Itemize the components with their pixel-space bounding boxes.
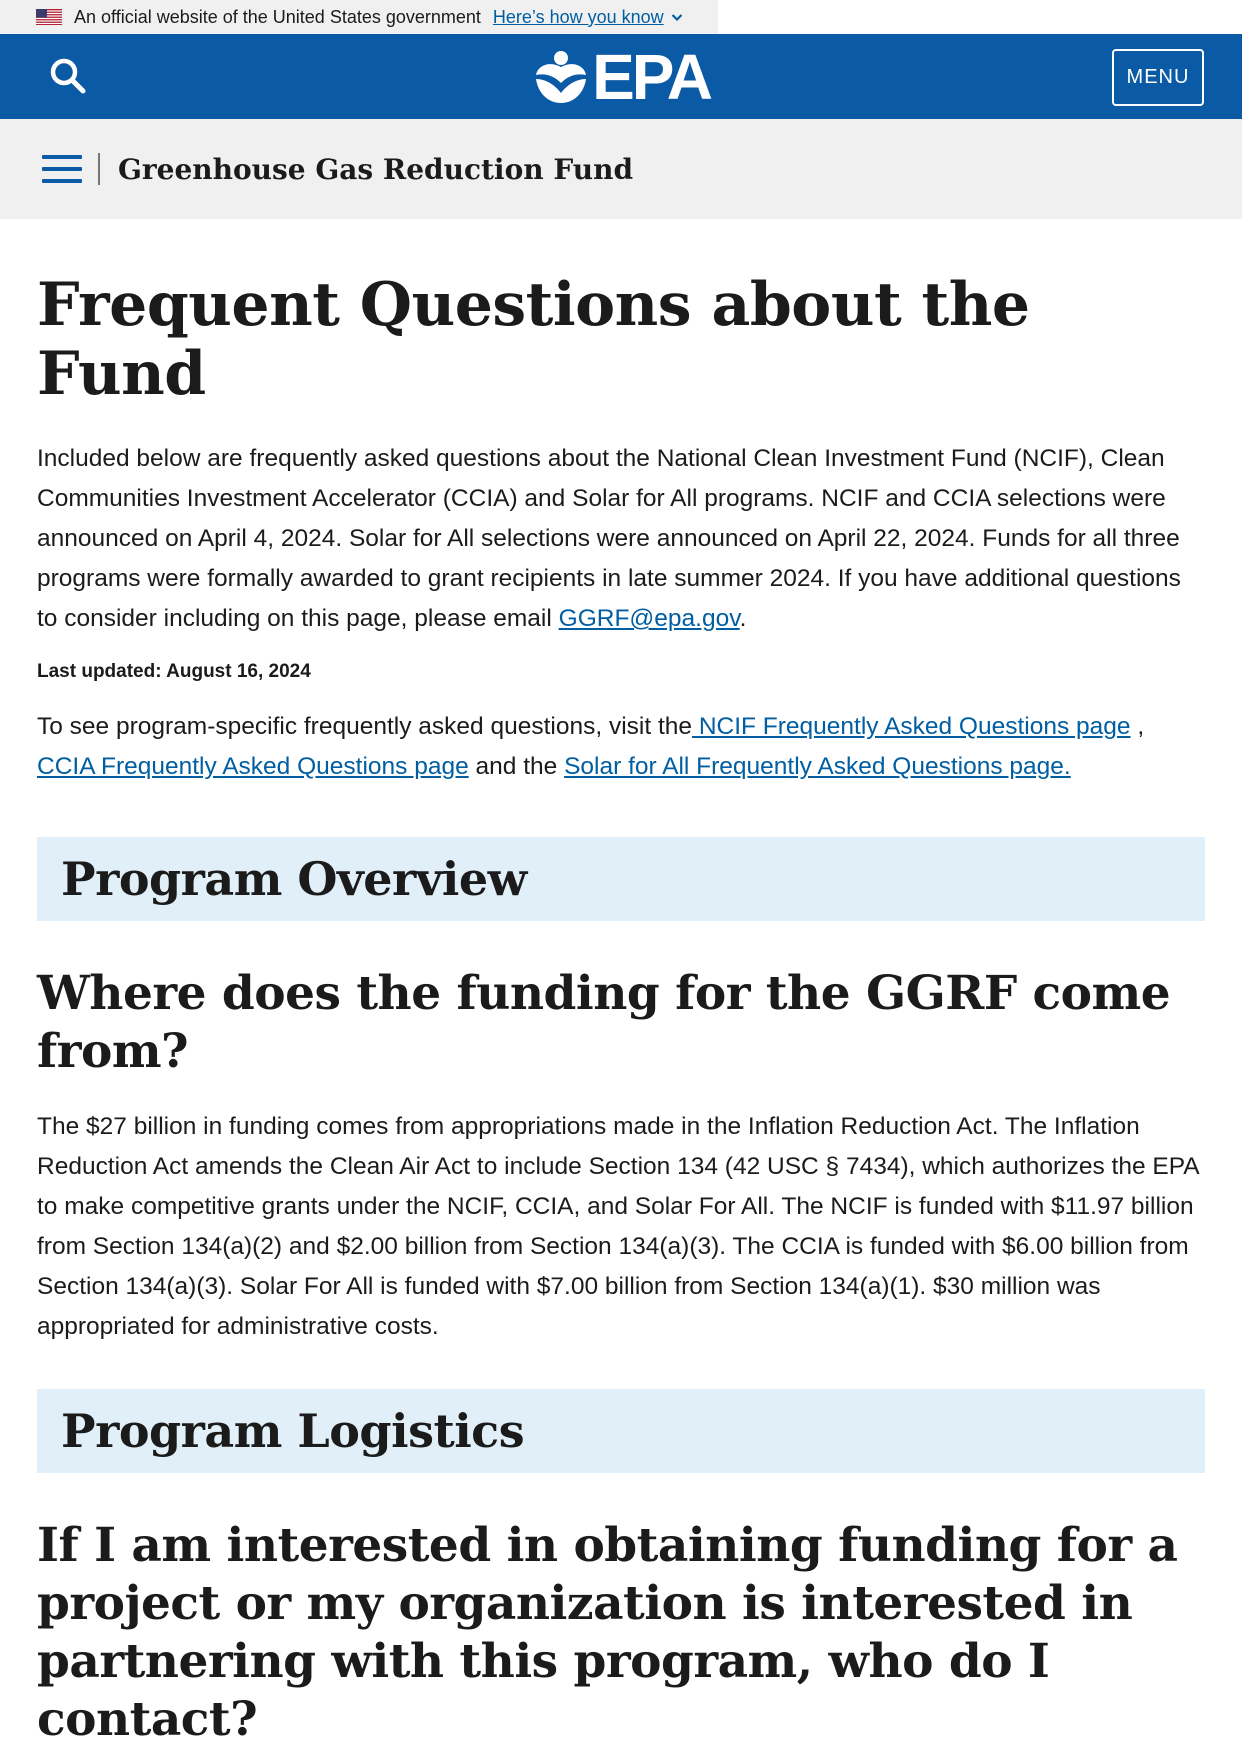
intro-end: . (739, 605, 747, 632)
section-title: Program Logistics (61, 1404, 525, 1458)
site-nav-bar (0, 119, 1242, 219)
see-faq-paragraph (37, 707, 1205, 787)
page-title: Frequent Questions about the Fund (37, 270, 1030, 409)
see-faq-prefix: To see program-specific frequently asked questions, visit the (37, 713, 693, 740)
last-updated: Last updated: August 16, 2024 (37, 661, 311, 682)
epa-header (0, 34, 1242, 119)
intro-paragraph (37, 439, 1205, 639)
answer-paragraph: The $27 billion in funding comes from appropriations made in the Inflation Reduction Act. The Inflation Reduction Act amends the Clean Air Act to include Section 134 (42 USC § 7434), which authorizes the EPA to make competitive grants under the NCIF, CCIA, and Solar For All. The NCIF is funded with $11.97 billion from Section 134(a)(2) and $2.00 billion from Section 134(a)(3). The CCIA is funded with $6.00 billion from Section 134(a)(3). Solar For All is funded with $7.00 billion from Section 134(a)(1). $30 million was appropriated for administrative costs. (37, 1113, 1199, 1340)
search-icon (48, 56, 88, 96)
section-heading-program-overview (37, 837, 1205, 921)
separator-comma: , (1130, 713, 1145, 740)
gov-banner-text: An official website of the United States government (74, 6, 481, 27)
gov-banner (0, 0, 718, 34)
section-title: Program Overview (61, 852, 527, 906)
how-you-know-label: Here’s how you know (492, 6, 664, 27)
epa-logo[interactable] (532, 40, 710, 113)
intro-text: Included below are frequently asked questions about the National Clean Investment Fund (NCIF), Clean Communities Investment Accelerator (CCIA) and Solar for All programs. NCIF and CCIA selections were announced on April 4, 2024. Solar for All selections were announced on April 22, 2024. Funds for all three programs were formally awarded to grant recipients in late summer 2024. If you have additional questions to consider including on this page, please email (37, 445, 1181, 632)
how-you-know-link[interactable] (493, 7, 684, 28)
ncif-faq-link[interactable]: NCIF Frequently Asked Questions page (692, 713, 1131, 740)
search-button[interactable] (44, 52, 92, 100)
email-link[interactable]: GGRF@epa.gov (558, 605, 740, 632)
site-title[interactable]: Greenhouse Gas Reduction Fund (118, 152, 634, 186)
chevron-down-icon (670, 10, 684, 24)
ccia-faq-link[interactable]: CCIA Frequently Asked Questions page (37, 753, 469, 780)
divider (98, 153, 100, 185)
hamburger-menu-icon[interactable] (42, 155, 82, 183)
separator-and: and the (468, 753, 565, 780)
epa-flower-icon (532, 49, 590, 105)
question-heading: Where does the funding for the GGRF come from? (37, 966, 1171, 1079)
question-heading: If I am interested in obtaining funding for a project or my organization is interested in partnering with this program, who do I contact? (37, 1518, 1178, 1747)
menu-button[interactable]: MENU (1112, 49, 1204, 106)
us-flag-icon (36, 9, 62, 25)
main-content (0, 271, 1242, 1749)
epa-logo-text: EPA (592, 40, 710, 113)
section-heading-program-logistics (37, 1389, 1205, 1473)
solar-for-all-faq-link[interactable]: Solar for All Frequently Asked Questions page. (564, 753, 1071, 780)
